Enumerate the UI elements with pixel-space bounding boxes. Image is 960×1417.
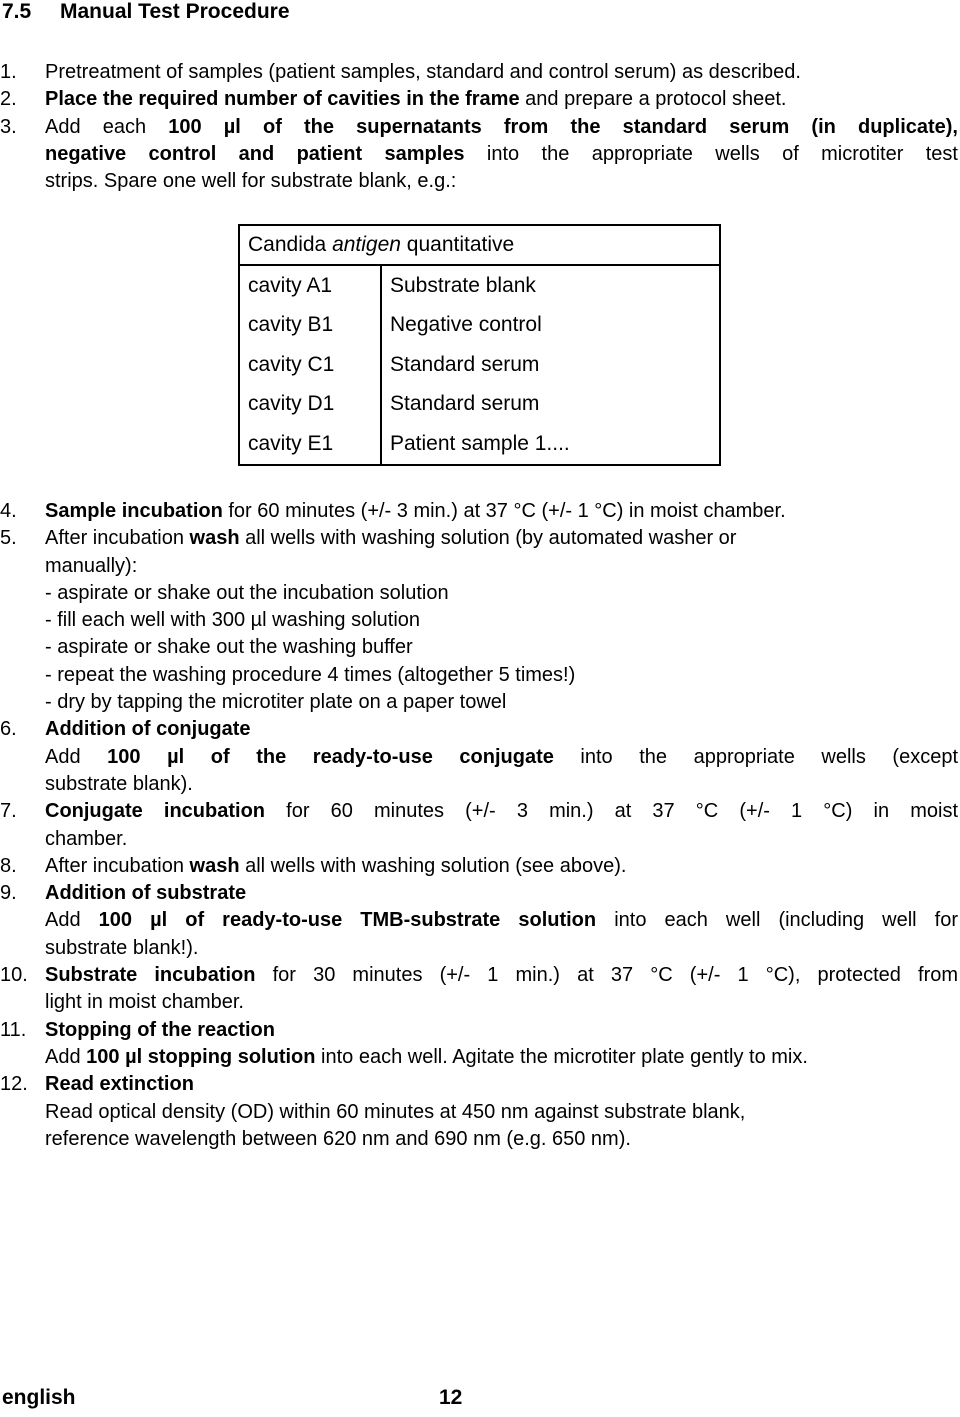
list-item: - aspirate or shake out the washing buffer: [45, 636, 413, 659]
table-title: Candida antigen quantitative: [239, 225, 720, 265]
step-7: 7. Conjugate incubation for 60 minutes (+/- 3 min.) at 37 °C (+/- 1 °C) in moist chamber.: [0, 800, 959, 850]
table-row: cavity A1 Substrate blank: [239, 265, 720, 306]
cavity-table: [238, 224, 721, 466]
list-item: - fill each well with 300 µl washing solution: [45, 609, 421, 632]
table-row: cavity D1 Standard serum: [239, 385, 720, 425]
step-12: 12. Read extinction Read optical density (OD) within 60 minutes at 450 nm against substrate blank, reference wavelength between 620 nm and 690 nm (e.g. 650 nm).: [0, 1073, 746, 1150]
list-item: - dry by tapping the microtiter plate on a paper towel: [45, 691, 507, 714]
step-10: 10. Substrate incubation for 30 minutes (+/- 1 min.) at 37 °C (+/- 1 °C), protected from light in moist chamber.: [0, 964, 959, 1014]
section-title: Manual Test Procedure: [60, 0, 290, 23]
step-8: 8. After incubation wash all wells with washing solution (see above).: [0, 854, 627, 877]
steps-top: [0, 59, 958, 195]
section-number: 7.5: [2, 0, 32, 23]
step-11: 11. Stopping of the reaction Add 100 µl stopping solution into each well. Agitate the microtiter plate gently to mix.: [0, 1018, 808, 1068]
list-item: - repeat the washing procedure 4 times (altogether 5 times!): [45, 663, 576, 686]
step-3: 3. Add each 100 µl of the supernatants from the standard serum (in duplicate), negative control and patient samples into the appropriate wells of microtiter test strips. Spare one well for substrate blank, e.g.:: [0, 115, 958, 193]
step-6: 6. Addition of conjugate Add 100 µl of the ready-to-use conjugate into the appropriate wells (except substrate blank).: [0, 718, 958, 795]
table-row: cavity E1 Patient sample 1....: [239, 424, 720, 465]
steps-main: [0, 498, 958, 1153]
page-number: 12: [439, 1386, 463, 1409]
footer-language: english: [2, 1386, 76, 1409]
step-5: 5. After incubation wash all wells with washing solution (by automated washer or manually): - aspirate or shake out the incubation solution - fill each well with 300 µl washing solution - aspirate or shake out the washing buffer - repeat the washing procedure 4 times (altogether 5 times!) - dry by tapping the microtiter plate on a paper towel: [0, 525, 958, 716]
table-row: cavity B1 Negative control: [239, 306, 720, 346]
step-1: 1. Pretreatment of samples (patient samples, standard and control serum) as described.: [0, 61, 801, 83]
step-2: 2. Place the required number of cavities in the frame and prepare a protocol sheet.: [0, 88, 787, 111]
table-row: cavity C1 Standard serum: [239, 345, 720, 385]
step-9: 9. Addition of substrate Add 100 µl of ready-to-use TMB-substrate solution into each well (including well for substrate blank!).: [0, 882, 958, 959]
step-4: 4. Sample incubation for 60 minutes (+/- 3 min.) at 37 °C (+/- 1 °C) in moist chamber.: [0, 500, 786, 522]
section-heading: [2, 0, 290, 24]
list-item: - aspirate or shake out the incubation solution: [45, 581, 449, 604]
